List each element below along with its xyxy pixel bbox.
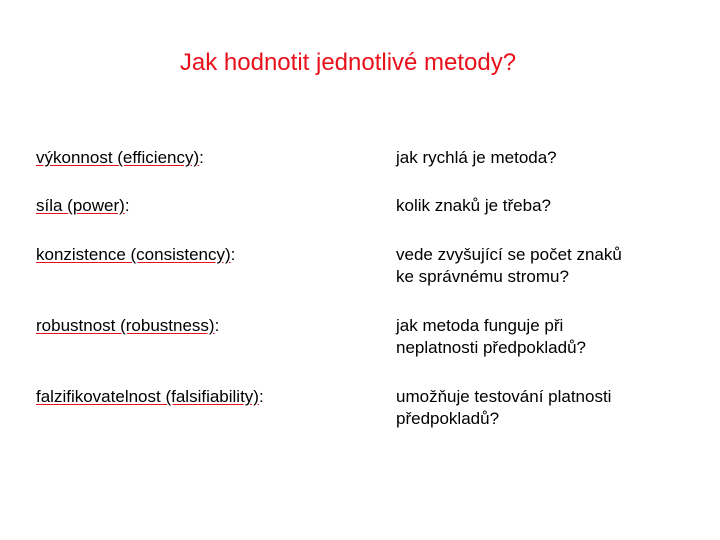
- criterion-separator: :: [258, 387, 264, 406]
- question-falsifiability: [396, 386, 696, 430]
- criterion-term[interactable]: síla (power): [36, 196, 125, 215]
- question-efficiency: [396, 147, 696, 169]
- criterion-term[interactable]: výkonnost (efficiency): [36, 148, 200, 167]
- criterion-separator: :: [199, 148, 204, 167]
- criterion-consistency: [36, 244, 235, 266]
- question-line: umožňuje testování platnosti: [396, 387, 612, 406]
- criterion-separator: :: [124, 196, 130, 215]
- question-line: kolik znaků je třeba?: [396, 196, 551, 215]
- question-consistency: [396, 244, 696, 288]
- criterion-efficiency: [36, 147, 204, 169]
- question-line: vede zvyšující se počet znaků: [396, 245, 622, 264]
- criterion-robustness: [36, 315, 219, 337]
- criterion-separator: :: [214, 316, 220, 335]
- question-line: ke správnému stromu?: [396, 267, 569, 286]
- question-line: předpokladů?: [396, 409, 500, 428]
- question-robustness: [396, 315, 696, 359]
- question-line: jak metoda funguje při: [396, 316, 564, 335]
- criterion-falsifiability: [36, 386, 264, 408]
- criterion-power: [36, 195, 130, 217]
- criterion-term[interactable]: konzistence (consistency): [36, 245, 231, 264]
- question-line: neplatnosti předpokladů?: [396, 338, 586, 357]
- question-power: [396, 195, 696, 217]
- slide-title: Jak hodnotit jednotlivé metody?: [179, 49, 517, 76]
- criterion-term[interactable]: falzifikovatelnost (falsifiability): [36, 387, 259, 406]
- criterion-term[interactable]: robustnost (robustness): [36, 316, 215, 335]
- question-line: jak rychlá je metoda?: [396, 148, 557, 167]
- criterion-separator: :: [230, 245, 236, 264]
